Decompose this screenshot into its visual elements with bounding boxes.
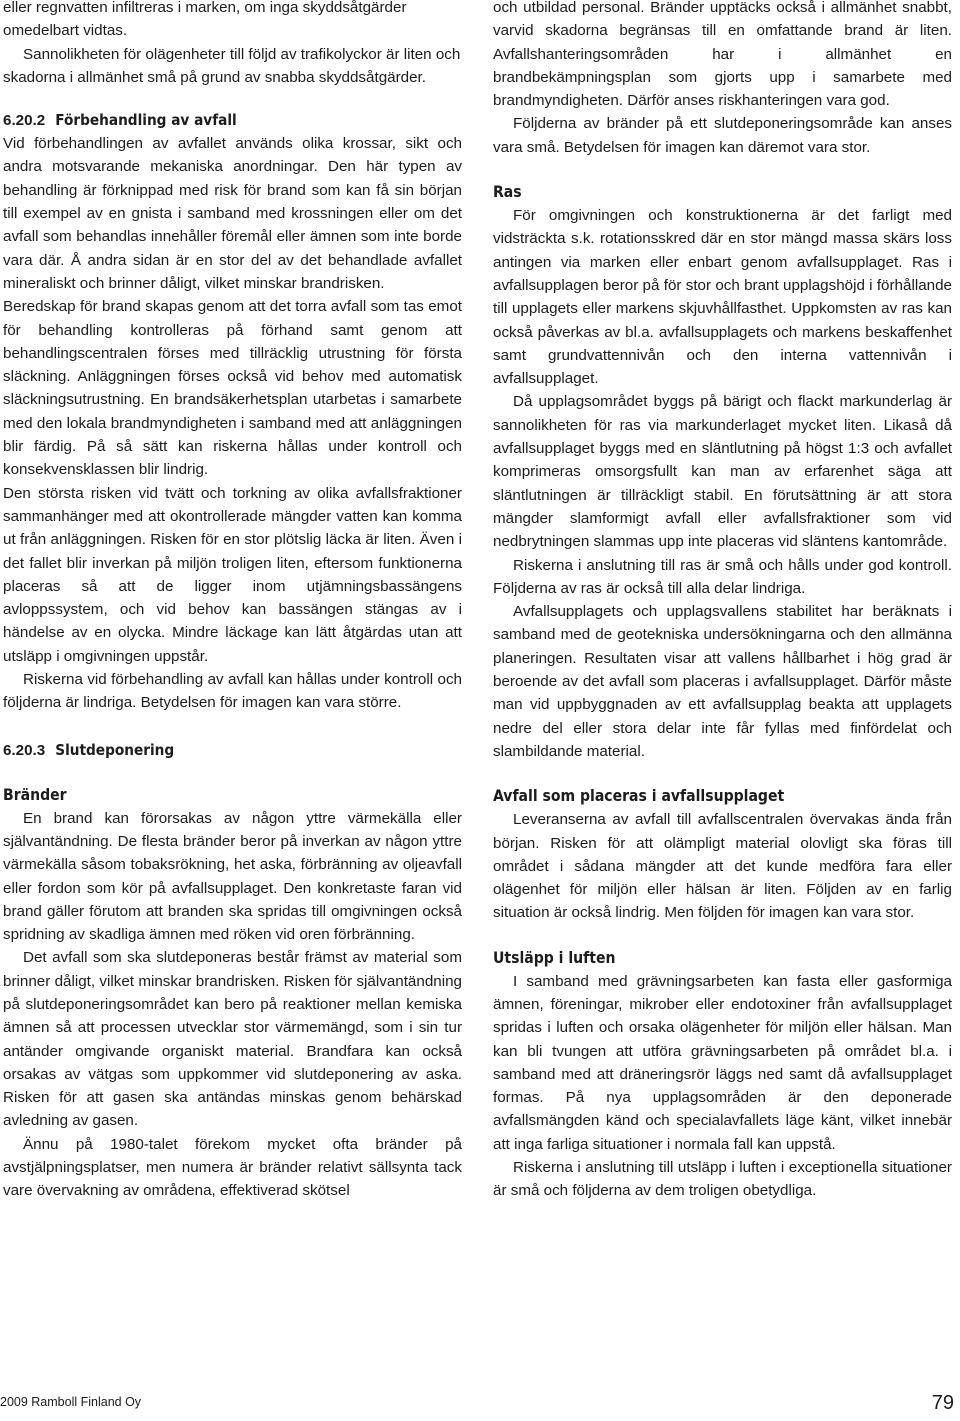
paragraph: Riskerna i anslutning till ras är små och hålls under god kontroll. Följderna av ras är också till alla delar lindriga.	[493, 556, 952, 597]
section-title: Förbehandling av avfall	[55, 111, 237, 130]
paragraph: Ännu på 1980-talet förekom mycket ofta bränder på avstjälpningsplatser, men numera är bränder relativt sällsynta tack vare övervakning av områdena, effektiverad skötsel	[3, 1135, 462, 1200]
intro-paragraph-1: eller regnvatten infiltreras i marken, om inga skyddsåtgärder omedelbart vidtas.	[3, 0, 407, 40]
right-column	[493, 0, 952, 1203]
paragraph: En brand kan förorsakas av någon yttre värmekälla eller självantändning. De flesta bränder beror på inverkan av någon yttre värmekälla såsom tobaksrökning, het aska, förbränning av oljeavfall eller fordon som kör på avfallsupplaget. Den konkretaste faran vid brand gäller förutom att branden ska spridas till omgivningen också spridning av skadliga ämnen med röken vid oren förbränning.	[3, 809, 462, 944]
page-number: 79	[931, 1392, 954, 1414]
section-title: Slutdeponering	[55, 740, 175, 759]
subheading-ras: Ras	[493, 183, 522, 202]
subheading-avfall: Avfall som placeras i avfallsupplaget	[493, 787, 785, 806]
paragraph: Riskerna i anslutning till utsläpp i luften i exceptionella situationer är små och följderna av dem troligen obetydliga.	[493, 1159, 952, 1200]
intro-paragraph-2: Sannolikheten för olägenheter till följd av trafikolyckor är liten och skadorna i allmänhet små på grund av snabba skyddsåtgärder.	[3, 45, 461, 86]
subheading-brander: Bränder	[3, 785, 67, 804]
section-heading-6-20-2	[3, 109, 462, 132]
paragraph: Vid förbehandlingen av avfallet används olika krossar, sikt och andra motsvarande mekaniska anordningar. Den här typen av behandling är förknippad med risk för brand som kan få sin början till exempel av en gnista i samband med krossningen eller om det avfall som behandlas innehåller föremål eller ämnen som inte borde vara där. Å andra sidan är en stor del av det behandlade avfallet mineraliskt och brinner dåligt, vilket minskar brandrisken.	[3, 135, 462, 292]
section-number: 6.20.2	[3, 112, 46, 130]
paragraph: Riskerna vid förbehandling av avfall kan hållas under kontroll och följderna är lindriga. Betydelsen för imagen kan vara större.	[3, 671, 462, 712]
subheading-utslapp: Utsläpp i luften	[493, 948, 616, 967]
paragraph: Beredskap för brand skapas genom att det torra avfall som tas emot för behandling kontrolleras på förhand samt genom att behandlingscentralen förses med tillräcklig utrustning för första släckning. Anläggningen förses också vid behov med automatisk släckningsutrustning. En brandsäkerhetsplan utarbetas i samarbete med den lokala brandmyndigheten i samband med att anläggningen blir färdig. På så sätt kan riskerna hållas under kontroll och konsekvensklassen blir lindrig.	[3, 298, 462, 479]
paragraph: Leveranserna av avfall till avfallscentralen övervakas ända från början. Risken för att olämpligt material olovligt ska föras till området i sådana mängder att det kunde medföra fara eller olägenhet för miljön eller hälsan är liten. Följden av en farlig situation är också lindrig. Men följden för imagen kan vara stor.	[493, 811, 952, 922]
paragraph: Följderna av bränder på ett slutdeponeringsområde kan anses vara små. Betydelsen för imagen kan däremot vara stor.	[493, 115, 952, 156]
footer-company: 2009 Ramboll Finland Oy	[0, 1395, 142, 1409]
paragraph: Det avfall som ska slutdeponeras består främst av material som brinner dåligt, vilket minskar brandrisken. Risken för självantändning på slutdeponeringsområdet kan bero på reaktioner mellan kemiska ämnen så att processen utvecklar stor värmemängd, som i sin tur antänder omgivande organiskt material. Brandfara kan också orsakas av vätgas som uppkommer vid slutdeponering av aska. Risken för att gasen ska antändas minskas genom behärskad avledning av gasen.	[3, 949, 462, 1130]
left-column	[3, 0, 462, 1203]
section-heading-6-20-3	[3, 739, 462, 762]
paragraph: Avfallsupplagets och upplagsvallens stabilitet har beräknats i samband med de geotekniska undersökningarna och den allmänna planeringen. Resultaten visar att vallens hållbarhet i hög grad är beroende av det avfall som placeras i avfallsupplaget. Därför måste man vid uppbyggnaden av ett avfallsupplag beakta att upplagets nedre del eller stora delar inte får fyllas med finfördelat och slambildande material.	[493, 603, 952, 760]
paragraph: I samband med grävningsarbeten kan fasta eller gasformiga ämnen, föreningar, mikrober eller endotoxiner från avfallsupplaget spridas i luften och orsaka olägenheter för miljön eller hälsan. Man kan bli tvungen att utföra grävningsarbeten på området bl.a. i samband med att dräneringsrör läggs ned samt då avfallsupplaget formas. På nya upplagsområden är den deponerade avfallsmängden känd och specialavfallets läge känt, vilket innebär att inga farliga situationer i normala fall kan uppstå.	[493, 972, 952, 1153]
paragraph: För omgivningen och konstruktionerna är det farligt med vidsträckta s.k. rotationsskred där en stor mängd massa skärs loss antingen via marken eller enbart genom avfallsupplaget. Ras i avfallsupplagen beror på för stor och brant upplagshöjd i förhållande till upplagets eller markens skjuvhållfasthet. Uppkomsten av ras kan också påverkas av bl.a. avfallsupplagets och markens beskaffenhet samt grundvattennivån och den interna vattennivån i avfallsupplaget.	[493, 207, 952, 388]
paragraph: Den största risken vid tvätt och torkning av olika avfallsfraktioner sammanhänger med att okontrollerade mängder vatten kan komma ut från anläggningen. Risken för en stor plötslig läcka är liten. Även i det fallet blir inverkan på miljön troligen liten, eftersom funktionerna placeras så att de ligger inom utjämningsbassängens avloppssystem, och vid behov kan bassängen stängas av i händelse av en olycka. Mindre läckage kan lätt åtgärdas utan att utsläpp i omgivningen uppstår.	[3, 484, 462, 665]
section-number: 6.20.3	[3, 741, 46, 759]
paragraph: och utbildad personal. Bränder upptäcks också i allmänhet snabbt, varvid skadorna begränsas till en omfattande brand är liten. Avfallshanteringsområden har i allmänhet en brandbekämpningsplan som gjorts upp i samarbete med brandmyndigheten. Därför anses riskhanteringen vara god.	[493, 0, 952, 110]
paragraph: Då upplagsområdet byggs på bärigt och flackt markunderlag är sannolikheten för ras via markunderlaget mycket liten. Likaså då avfallsupplaget byggs med en släntlutning på högst 1:3 och avfallet komprimeras omsorgsfullt kan man av erfarenhet säga att släntlutningen är tillräckligt stabil. En förutsättning är att stora mängder slamformigt avfall eller avfallsfraktioner som vid nedbrytningen slammas upp inte placeras vid släntens kantområde.	[493, 393, 952, 551]
